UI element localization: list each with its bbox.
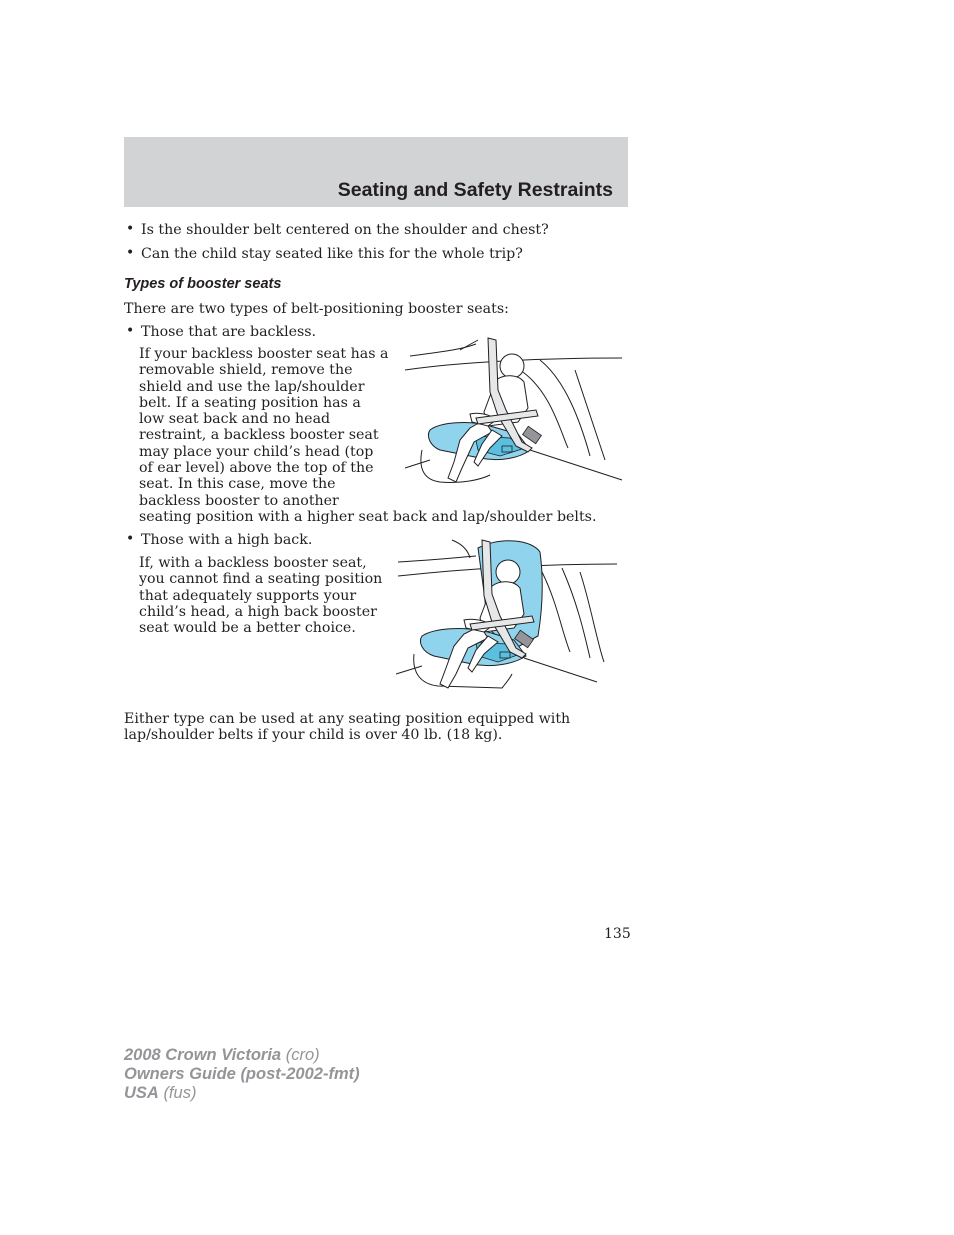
backless-line: seat. In this case, move the [139,476,336,493]
footer-model: 2008 Crown Victoria [124,1046,282,1064]
check-item-shoulder: Is the shoulder belt centered on the shoulder and chest? [141,222,549,238]
footer-guide: Owners Guide (post-2002-fmt) [124,1065,360,1083]
backless-line: belt. If a seating position has a [139,394,361,411]
backless-line: backless booster to another [139,492,339,509]
highback-line: child’s head, a high back booster [139,603,377,620]
document-footer [124,1046,360,1103]
bullet-marker: • [126,323,135,339]
page-number: 135 [604,926,631,942]
backless-line: If your backless booster seat has a [139,346,389,362]
bullet-marker: • [126,245,135,261]
closing-line: Either type can be used at any seating position equipped with [124,711,571,727]
highback-line: that adequately supports your [139,587,357,604]
section-title: Seating and Safety Restraints [337,179,613,201]
highback-line: you cannot find a seating position [139,571,383,588]
highback-bullet: Those with a high back. [141,532,313,548]
check-item-trip: Can the child stay seated like this for the whole trip? [141,246,523,262]
highback-line: seat would be a better choice. [139,620,356,637]
backless-line: removable shield, remove the [139,362,353,379]
footer-model-code: (cro) [285,1046,320,1064]
bullet-marker: • [126,531,135,547]
intro-text: There are two types of belt-positioning booster seats: [124,301,509,317]
backless-line: low seat back and no head [139,411,331,428]
backless-booster-illustration [400,330,626,490]
backless-line: shield and use the lap/shoulder [139,378,365,395]
backless-line: of ear level) above the top of the [139,460,374,477]
closing-paragraph [124,711,570,744]
backless-line: may place your child’s head (top [139,443,374,460]
backless-line: restraint, a backless booster seat [139,427,379,444]
backless-line-last: seating position with a higher seat back and lap/shoulder belts. [139,509,597,525]
highback-booster-illustration [392,532,620,694]
highback-line: If, with a backless booster seat, [139,555,367,571]
footer-market-code: (fus) [163,1084,197,1102]
closing-line: lap/shoulder belts if your child is over 40 lb. (18 kg). [124,727,503,744]
backless-bullet: Those that are backless. [141,324,317,340]
footer-market: USA [124,1084,159,1102]
backless-paragraph [139,346,388,509]
highback-paragraph [139,555,382,636]
section-header-band [124,137,628,207]
bullet-marker: • [126,221,135,237]
subsection-heading: Types of booster seats [124,276,282,292]
